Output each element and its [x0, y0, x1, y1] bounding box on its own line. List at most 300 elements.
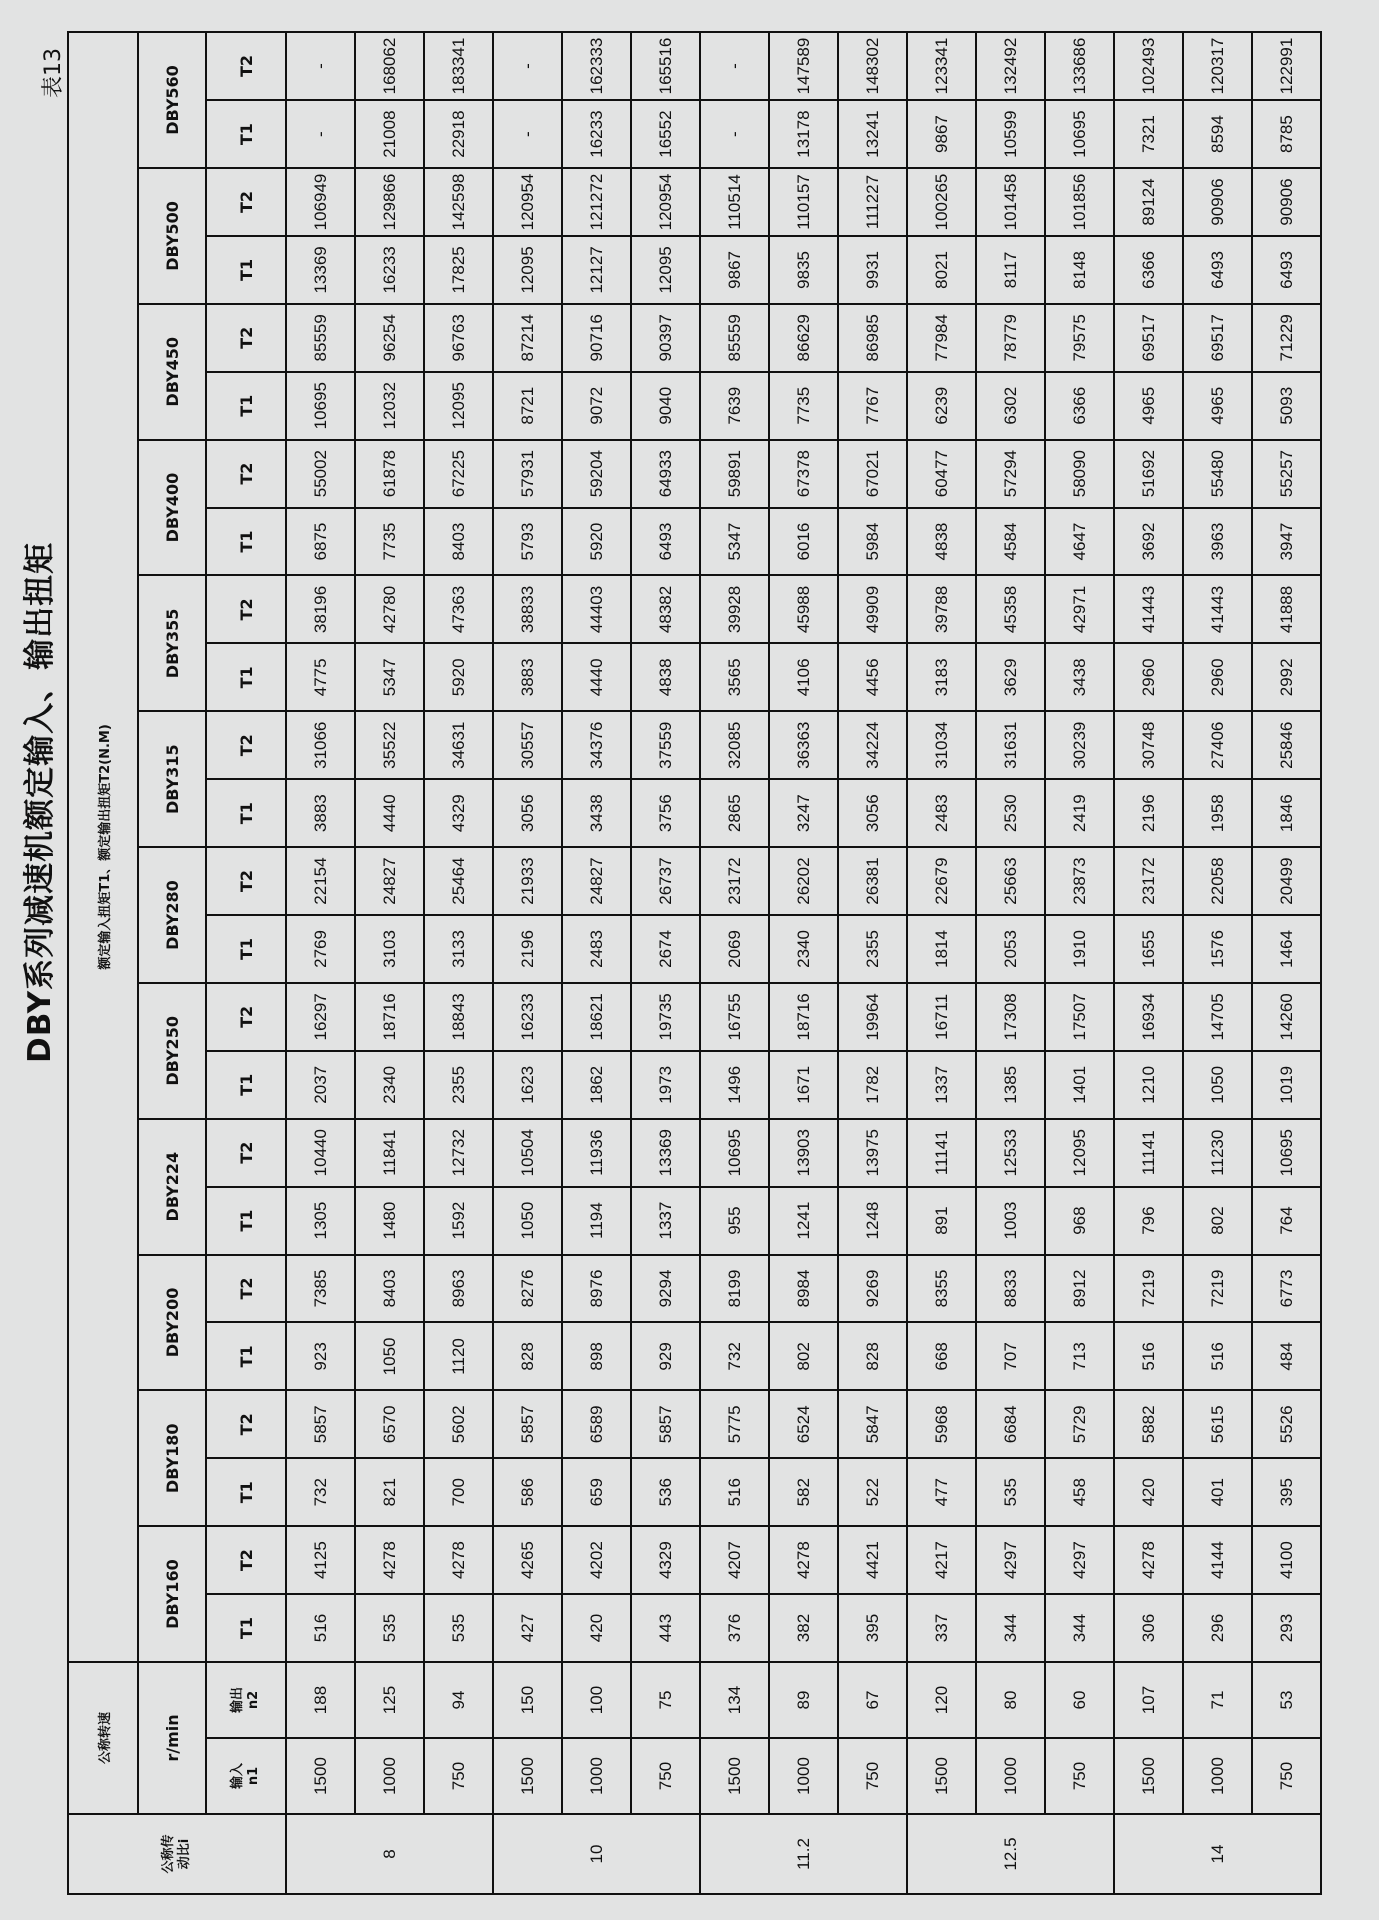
t2-header: T2	[206, 575, 286, 643]
t1-value-cell: 3565	[700, 643, 769, 711]
t2-header: T2	[206, 32, 286, 100]
t1-value-cell: 5347	[355, 643, 424, 711]
t2-value-cell: 85559	[286, 304, 355, 372]
t2-value-cell: 59891	[700, 440, 769, 508]
table-row	[355, 32, 424, 1894]
t1-value-cell: 1305	[286, 1187, 355, 1255]
t1-value-cell: 7767	[838, 372, 907, 440]
t2-value-cell: 4265	[493, 1526, 562, 1594]
t2-value-cell: 4278	[355, 1526, 424, 1594]
t2-value-cell: 22679	[907, 847, 976, 915]
t2-value-cell: 5729	[1045, 1390, 1114, 1458]
t2-value-cell: 5775	[700, 1390, 769, 1458]
n2-header: 输出 n2	[206, 1662, 286, 1738]
t2-value-cell: 11841	[355, 1119, 424, 1187]
t2-value-cell: 61878	[355, 440, 424, 508]
output-speed-cell: 100	[562, 1662, 631, 1738]
t2-value-cell: 30239	[1045, 711, 1114, 779]
t1-value-cell: 4647	[1045, 508, 1114, 576]
t1-value-cell: 2992	[1252, 643, 1321, 711]
page-title: DBY系列减速机额定输入、输出扭矩	[22, 541, 58, 1063]
output-speed-cell: 94	[424, 1662, 493, 1738]
t1-value-cell: 1194	[562, 1187, 631, 1255]
output-speed-cell: 71	[1183, 1662, 1252, 1738]
t1-value-cell: 4838	[907, 508, 976, 576]
t2-value-cell: 111227	[838, 168, 907, 236]
t1-value-cell: 802	[769, 1322, 838, 1390]
model-header: DBY180	[138, 1390, 206, 1526]
t1-value-cell: 484	[1252, 1322, 1321, 1390]
t2-value-cell: 41443	[1183, 575, 1252, 643]
t1-value-cell: 2355	[424, 1051, 493, 1119]
t2-value-cell: 110157	[769, 168, 838, 236]
t1-value-cell: 3438	[562, 779, 631, 847]
table-row	[631, 32, 700, 1894]
t1-value-cell: 401	[1183, 1458, 1252, 1526]
t2-value-cell: 96254	[355, 304, 424, 372]
t1-value-cell: 898	[562, 1322, 631, 1390]
t2-value-cell: 183341	[424, 32, 493, 100]
t1-value-cell: 707	[976, 1322, 1045, 1390]
t2-header: T2	[206, 847, 286, 915]
t1-value-cell: 1958	[1183, 779, 1252, 847]
t1-value-cell: 4329	[424, 779, 493, 847]
t2-header: T2	[206, 440, 286, 508]
t1-value-cell: 16233	[355, 236, 424, 304]
t2-value-cell: 162333	[562, 32, 631, 100]
t2-value-cell: 87214	[493, 304, 562, 372]
t1-value-cell: 4775	[286, 643, 355, 711]
t1-value-cell: 5093	[1252, 372, 1321, 440]
t1-value-cell: 5793	[493, 508, 562, 576]
t1-value-cell: 9931	[838, 236, 907, 304]
input-speed-cell: 1000	[355, 1738, 424, 1814]
t1-value-cell: 22918	[424, 100, 493, 168]
t1-value-cell: 2960	[1183, 643, 1252, 711]
t1-value-cell: 458	[1045, 1458, 1114, 1526]
t2-value-cell: 18843	[424, 983, 493, 1051]
t1-value-cell: 582	[769, 1458, 838, 1526]
t1-value-cell: 713	[1045, 1322, 1114, 1390]
t1-value-cell: 477	[907, 1458, 976, 1526]
t2-value-cell: 23172	[700, 847, 769, 915]
t2-value-cell: 9294	[631, 1255, 700, 1323]
t1-value-cell: 929	[631, 1322, 700, 1390]
t1-value-cell: 7321	[1114, 100, 1183, 168]
table-row	[700, 32, 769, 1894]
t1-value-cell: 2196	[493, 915, 562, 983]
t2-value-cell: -	[286, 32, 355, 100]
t2-value-cell: 11936	[562, 1119, 631, 1187]
t2-value-cell: 51692	[1114, 440, 1183, 508]
t1-value-cell: 3056	[838, 779, 907, 847]
t1-value-cell: 535	[424, 1594, 493, 1662]
t1-value-cell: 8594	[1183, 100, 1252, 168]
input-speed-cell: 750	[1045, 1738, 1114, 1814]
model-header: DBY355	[138, 575, 206, 711]
t2-value-cell: 8403	[355, 1255, 424, 1323]
t1-value-cell: 8117	[976, 236, 1045, 304]
t1-value-cell: 2865	[700, 779, 769, 847]
t1-value-cell: 3883	[493, 643, 562, 711]
header-row	[68, 32, 138, 1894]
n1-header: 输入 n1	[206, 1738, 286, 1814]
t2-value-cell: 55480	[1183, 440, 1252, 508]
model-header: DBY500	[138, 168, 206, 304]
t1-value-cell: 1019	[1252, 1051, 1321, 1119]
t1-value-cell: 4965	[1183, 372, 1252, 440]
t1-value-cell: 522	[838, 1458, 907, 1526]
t1-value-cell: 1120	[424, 1322, 493, 1390]
t2-value-cell: 5968	[907, 1390, 976, 1458]
t1-value-cell: 6366	[1045, 372, 1114, 440]
ratio-cell: 12.5	[907, 1814, 1114, 1894]
t2-header: T2	[206, 1119, 286, 1187]
t2-value-cell: 39788	[907, 575, 976, 643]
t1-value-cell: 395	[1252, 1458, 1321, 1526]
t2-value-cell: 101458	[976, 168, 1045, 236]
t1-value-cell: 1655	[1114, 915, 1183, 983]
t2-value-cell: 5857	[286, 1390, 355, 1458]
t1-value-cell: 13369	[286, 236, 355, 304]
t2-value-cell: 31631	[976, 711, 1045, 779]
input-speed-cell: 1000	[1183, 1738, 1252, 1814]
t2-value-cell: 5857	[631, 1390, 700, 1458]
t2-value-cell: 49909	[838, 575, 907, 643]
t1-value-cell: 1623	[493, 1051, 562, 1119]
t1-value-cell: 2196	[1114, 779, 1183, 847]
t2-value-cell: 6684	[976, 1390, 1045, 1458]
t2-value-cell: 4297	[976, 1526, 1045, 1594]
table-row	[907, 32, 976, 1894]
t2-value-cell: 16934	[1114, 983, 1183, 1051]
t1-header: T1	[206, 236, 286, 304]
t1-value-cell: 5347	[700, 508, 769, 576]
header-row	[138, 32, 206, 1894]
t2-value-cell: 48382	[631, 575, 700, 643]
t2-value-cell: 129866	[355, 168, 424, 236]
t1-value-cell: 5920	[562, 508, 631, 576]
t2-header: T2	[206, 1255, 286, 1323]
input-speed-cell: 750	[1252, 1738, 1321, 1814]
t2-value-cell: 38833	[493, 575, 562, 643]
t2-header: T2	[206, 1526, 286, 1594]
t1-header: T1	[206, 1051, 286, 1119]
t1-value-cell: 17825	[424, 236, 493, 304]
t1-value-cell: 8403	[424, 508, 493, 576]
output-speed-cell: 75	[631, 1662, 700, 1738]
t2-value-cell: 8912	[1045, 1255, 1114, 1323]
input-speed-cell: 1000	[562, 1738, 631, 1814]
t1-value-cell: 420	[562, 1594, 631, 1662]
t1-value-cell: 4106	[769, 643, 838, 711]
t1-value-cell: 1496	[700, 1051, 769, 1119]
t1-value-cell: 1782	[838, 1051, 907, 1119]
table-row	[1114, 32, 1183, 1894]
t2-value-cell: 89124	[1114, 168, 1183, 236]
t2-value-cell: 10440	[286, 1119, 355, 1187]
t2-value-cell: 120317	[1183, 32, 1252, 100]
t1-value-cell: 2340	[355, 1051, 424, 1119]
t2-value-cell: 25464	[424, 847, 493, 915]
t2-value-cell: 110514	[700, 168, 769, 236]
t1-value-cell: 2769	[286, 915, 355, 983]
t2-value-cell: 120954	[493, 168, 562, 236]
t1-value-cell: 821	[355, 1458, 424, 1526]
t1-value-cell: 4456	[838, 643, 907, 711]
t1-header: T1	[206, 100, 286, 168]
t2-value-cell: 17507	[1045, 983, 1114, 1051]
t1-value-cell: 4965	[1114, 372, 1183, 440]
t1-value-cell: 659	[562, 1458, 631, 1526]
t1-value-cell: 1050	[493, 1187, 562, 1255]
t2-value-cell: 45988	[769, 575, 838, 643]
t1-header: T1	[206, 372, 286, 440]
t1-value-cell: 3438	[1045, 643, 1114, 711]
t2-value-cell: 34631	[424, 711, 493, 779]
t2-header: T2	[206, 983, 286, 1051]
t2-value-cell: 4125	[286, 1526, 355, 1594]
t1-header: T1	[206, 1322, 286, 1390]
t1-value-cell: 2355	[838, 915, 907, 983]
t2-value-cell: 42780	[355, 575, 424, 643]
t2-value-cell: 6524	[769, 1390, 838, 1458]
t2-value-cell: 101856	[1045, 168, 1114, 236]
t1-header: T1	[206, 508, 286, 576]
ratio-cell: 11.2	[700, 1814, 907, 1894]
output-speed-cell: 53	[1252, 1662, 1321, 1738]
t2-value-cell: 16297	[286, 983, 355, 1051]
model-header: DBY280	[138, 847, 206, 983]
t1-value-cell: 3629	[976, 643, 1045, 711]
t1-value-cell: 5984	[838, 508, 907, 576]
t2-value-cell: 8355	[907, 1255, 976, 1323]
t2-value-cell: 147589	[769, 32, 838, 100]
t2-header: T2	[206, 711, 286, 779]
t2-value-cell: 4421	[838, 1526, 907, 1594]
t1-value-cell: 1241	[769, 1187, 838, 1255]
t1-header: T1	[206, 1458, 286, 1526]
output-speed-cell: 80	[976, 1662, 1045, 1738]
t1-value-cell: 293	[1252, 1594, 1321, 1662]
t2-value-cell: 18621	[562, 983, 631, 1051]
t2-value-cell: 5847	[838, 1390, 907, 1458]
t1-value-cell: 9835	[769, 236, 838, 304]
t2-header: T2	[206, 304, 286, 372]
t1-value-cell: 443	[631, 1594, 700, 1662]
t1-value-cell: 2053	[976, 915, 1045, 983]
t1-value-cell: 12095	[493, 236, 562, 304]
t2-value-cell: 8984	[769, 1255, 838, 1323]
input-speed-cell: 750	[631, 1738, 700, 1814]
t1-value-cell: 8148	[1045, 236, 1114, 304]
t2-value-cell: 39928	[700, 575, 769, 643]
t2-value-cell: 123341	[907, 32, 976, 100]
t1-value-cell: 3963	[1183, 508, 1252, 576]
t2-value-cell: 132492	[976, 32, 1045, 100]
t2-value-cell: 19735	[631, 983, 700, 1051]
input-speed-cell: 750	[424, 1738, 493, 1814]
input-speed-cell: 750	[838, 1738, 907, 1814]
output-speed-cell: 107	[1114, 1662, 1183, 1738]
t1-header: T1	[206, 779, 286, 847]
t2-value-cell: 4278	[424, 1526, 493, 1594]
t2-value-cell: 26381	[838, 847, 907, 915]
t1-value-cell: 1576	[1183, 915, 1252, 983]
t2-value-cell: 19964	[838, 983, 907, 1051]
t2-value-cell: 27406	[1183, 711, 1252, 779]
t1-value-cell: 337	[907, 1594, 976, 1662]
t1-value-cell: 16233	[562, 100, 631, 168]
t1-value-cell: 10695	[286, 372, 355, 440]
t2-value-cell: 100265	[907, 168, 976, 236]
t2-value-cell: 25663	[976, 847, 1045, 915]
t2-value-cell: 34224	[838, 711, 907, 779]
t2-value-cell: 7385	[286, 1255, 355, 1323]
ratio-cell: 8	[286, 1814, 493, 1894]
t1-value-cell: 2960	[1114, 643, 1183, 711]
t2-value-cell: 14705	[1183, 983, 1252, 1051]
model-header: DBY560	[138, 32, 206, 168]
t2-value-cell: 122991	[1252, 32, 1321, 100]
t2-value-cell: 42971	[1045, 575, 1114, 643]
t1-value-cell: 802	[1183, 1187, 1252, 1255]
t2-value-cell: 142598	[424, 168, 493, 236]
t1-header: T1	[206, 1594, 286, 1662]
t1-value-cell: 6016	[769, 508, 838, 576]
table-number: 表13	[41, 48, 66, 98]
table-row	[838, 32, 907, 1894]
input-speed-cell: 1000	[769, 1738, 838, 1814]
t1-value-cell: -	[493, 100, 562, 168]
output-speed-cell: 150	[493, 1662, 562, 1738]
t1-value-cell: 8021	[907, 236, 976, 304]
t1-value-cell: 7639	[700, 372, 769, 440]
t2-value-cell: 18716	[355, 983, 424, 1051]
t1-value-cell: 516	[1183, 1322, 1252, 1390]
header-row	[206, 32, 286, 1894]
t1-value-cell: 9867	[700, 236, 769, 304]
input-speed-cell: 1500	[700, 1738, 769, 1814]
t1-value-cell: 9040	[631, 372, 700, 440]
t2-value-cell: 24827	[355, 847, 424, 915]
t1-value-cell: 1401	[1045, 1051, 1114, 1119]
t1-value-cell: 516	[1114, 1322, 1183, 1390]
output-speed-cell: 125	[355, 1662, 424, 1738]
t2-value-cell: 67225	[424, 440, 493, 508]
output-speed-cell: 89	[769, 1662, 838, 1738]
t1-value-cell: 968	[1045, 1187, 1114, 1255]
t2-value-cell: 31034	[907, 711, 976, 779]
t2-value-cell: 31066	[286, 711, 355, 779]
t1-value-cell: 6493	[631, 508, 700, 576]
t1-value-cell: 5920	[424, 643, 493, 711]
t1-value-cell: 535	[976, 1458, 1045, 1526]
t2-value-cell: 10695	[1252, 1119, 1321, 1187]
t1-value-cell: 1480	[355, 1187, 424, 1255]
t2-value-cell: 41888	[1252, 575, 1321, 643]
t1-value-cell: 923	[286, 1322, 355, 1390]
t1-value-cell: 586	[493, 1458, 562, 1526]
t1-value-cell: 8785	[1252, 100, 1321, 168]
t1-value-cell: 6875	[286, 508, 355, 576]
t1-value-cell: 382	[769, 1594, 838, 1662]
t1-header: T1	[206, 1187, 286, 1255]
t2-value-cell: 6570	[355, 1390, 424, 1458]
t2-value-cell: 45358	[976, 575, 1045, 643]
t2-value-cell: 8976	[562, 1255, 631, 1323]
t2-value-cell: 12533	[976, 1119, 1045, 1187]
t1-value-cell: 796	[1114, 1187, 1183, 1255]
t2-value-cell: 8833	[976, 1255, 1045, 1323]
t2-value-cell: 16755	[700, 983, 769, 1051]
t2-value-cell: 90906	[1183, 168, 1252, 236]
model-header: DBY160	[138, 1526, 206, 1662]
t2-value-cell: 34376	[562, 711, 631, 779]
t2-value-cell: 8199	[700, 1255, 769, 1323]
output-speed-cell: 67	[838, 1662, 907, 1738]
t2-value-cell: 67021	[838, 440, 907, 508]
t2-value-cell: 57294	[976, 440, 1045, 508]
table-row	[424, 32, 493, 1894]
t1-value-cell: 3247	[769, 779, 838, 847]
t1-value-cell: 2037	[286, 1051, 355, 1119]
t2-value-cell: 36363	[769, 711, 838, 779]
t1-value-cell: 828	[493, 1322, 562, 1390]
table-row	[1183, 32, 1252, 1894]
t2-value-cell: 58090	[1045, 440, 1114, 508]
output-speed-cell: 60	[1045, 1662, 1114, 1738]
t1-value-cell: 13241	[838, 100, 907, 168]
t2-value-cell: 13975	[838, 1119, 907, 1187]
t1-value-cell: 2419	[1045, 779, 1114, 847]
t1-value-cell: 13178	[769, 100, 838, 168]
t1-value-cell: 891	[907, 1187, 976, 1255]
t2-value-cell: 86985	[838, 304, 907, 372]
table-row	[1252, 32, 1321, 1894]
t1-value-cell: 12032	[355, 372, 424, 440]
table-row	[286, 32, 355, 1894]
t1-value-cell: 9072	[562, 372, 631, 440]
input-speed-cell: 1500	[286, 1738, 355, 1814]
t1-value-cell: 2483	[907, 779, 976, 847]
t1-value-cell: 10695	[1045, 100, 1114, 168]
table-row	[976, 32, 1045, 1894]
t2-value-cell: 133686	[1045, 32, 1114, 100]
torque-table	[67, 31, 1322, 1895]
input-speed-cell: 1500	[1114, 1738, 1183, 1814]
t2-value-cell: 102493	[1114, 32, 1183, 100]
t2-value-cell: 11141	[1114, 1119, 1183, 1187]
t1-value-cell: 700	[424, 1458, 493, 1526]
t2-value-cell: 55002	[286, 440, 355, 508]
t2-value-cell: 25846	[1252, 711, 1321, 779]
t1-value-cell: -	[286, 100, 355, 168]
t1-value-cell: 1248	[838, 1187, 907, 1255]
t1-value-cell: 306	[1114, 1594, 1183, 1662]
t1-value-cell: 344	[1045, 1594, 1114, 1662]
t2-value-cell: 9269	[838, 1255, 907, 1323]
t2-value-cell: 7219	[1114, 1255, 1183, 1323]
t2-value-cell: 37559	[631, 711, 700, 779]
t1-value-cell: 1814	[907, 915, 976, 983]
t2-value-cell: -	[493, 32, 562, 100]
table-row	[562, 32, 631, 1894]
t1-value-cell: 2069	[700, 915, 769, 983]
t1-value-cell: 21008	[355, 100, 424, 168]
t2-value-cell: 4217	[907, 1526, 976, 1594]
t1-value-cell: 6239	[907, 372, 976, 440]
